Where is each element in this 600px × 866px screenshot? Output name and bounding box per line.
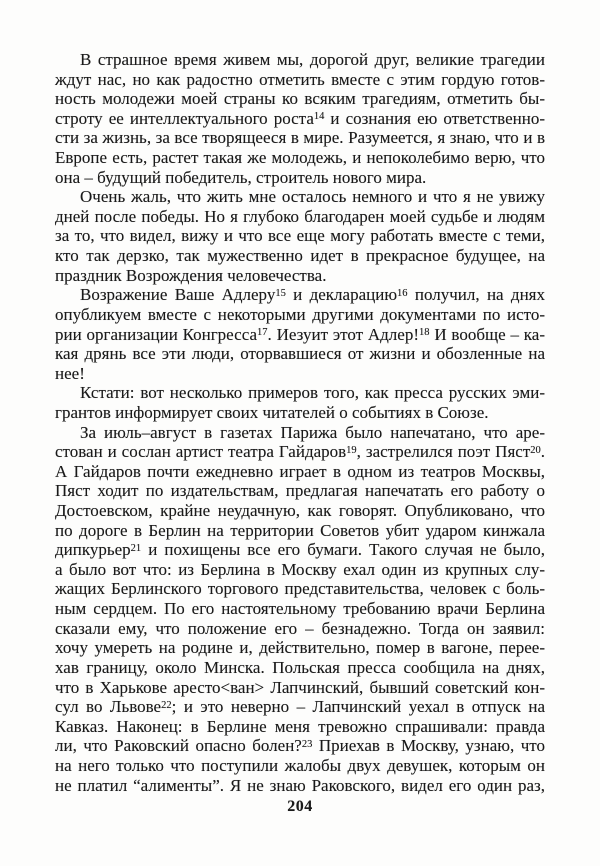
paragraph bbox=[55, 285, 545, 383]
text-line: стован и сослан артист театра Гайдаров$^{19}$, застрелился поэт Пяст$^{20}$. bbox=[55, 442, 545, 462]
text-line: Достоевском, крайне неудачную, как говорят. Опубликовано, что bbox=[55, 501, 545, 521]
footnote-marker: 16 bbox=[397, 287, 408, 299]
text-line: Пяст ходит по издательствам, предлагая напечатать его работу о bbox=[55, 481, 545, 501]
text-line: опубликуем вместе с некоторыми другими документами по исто- bbox=[55, 304, 545, 324]
footnote-marker: 19 bbox=[346, 444, 357, 456]
text-line: на него только что поступили жалобы двух девушек, которым он bbox=[55, 755, 545, 775]
text-line: дипкурьер$^{21}$ и похищены все его бумаги. Такого случая не было, bbox=[55, 540, 545, 560]
text-line: грантов информирует своих читателей о событиях в Союзе. bbox=[55, 402, 489, 422]
text-block bbox=[55, 50, 545, 795]
text-line: нее! bbox=[55, 363, 85, 383]
footnote-marker: 22 bbox=[161, 699, 172, 711]
paragraph bbox=[55, 187, 545, 285]
text-line: Кавказ. Наконец: в Берлине меня тревожно спрашивали: правда bbox=[55, 716, 545, 736]
text-line: Очень жаль, что жить мне осталось немного и что я не увижу bbox=[80, 187, 545, 207]
paragraph bbox=[55, 383, 545, 422]
text-line: За июль–август в газетах Парижа было напечатано, что аре- bbox=[80, 422, 545, 442]
footnote-marker: 17 bbox=[257, 327, 268, 339]
text-line: ждут нас, но как радостно отметить вместе с этим гордую готов- bbox=[55, 69, 545, 89]
text-line: по дороге в Берлин на территории Советов убит ударом кинжала bbox=[55, 520, 545, 540]
text-line: не платил “алименты”. Я не знаю Раковского, видел его один раз, bbox=[55, 775, 545, 795]
text-line: жащих Берлинского торгового представительства, человек с боль- bbox=[55, 579, 545, 599]
page-number: 204 bbox=[287, 798, 313, 815]
footnote-marker: 15 bbox=[275, 287, 286, 299]
text-line: ным сердцем. По его настоятельному требованию врачи Берлина bbox=[55, 599, 545, 619]
text-line: кая дрянь все эти люди, оторвавшиеся от жизни и обозленные на bbox=[55, 344, 545, 364]
text-line: хав границу, около Минска. Польская пресса сообщила на днях, bbox=[55, 657, 545, 677]
text-line: ли, что Раковский опасно болен?$^{23}$ Приехав в Москву, узнаю, что bbox=[55, 736, 545, 756]
text-line: сул во Львове$^{22}$; и это неверно – Лапчинский уехал в отпуск на bbox=[55, 697, 546, 717]
text-line: а было вот что: из Берлина в Москву ехал один из крупных слу- bbox=[55, 559, 545, 579]
footnote-marker: 21 bbox=[130, 542, 142, 554]
text-line: кто так дерзко, так мужественно идет в прекрасное будущее, на bbox=[55, 246, 545, 266]
paragraph bbox=[55, 50, 545, 187]
footnote-marker: 20 bbox=[530, 444, 541, 456]
text-line: сти за жизнь, за все творящееся в мире. Разумеется, я знаю, что и в bbox=[55, 128, 545, 148]
text-line: Возражение Ваше Адлеру$^{15}$ и декларацию$^{16}$ получил, на днях bbox=[80, 285, 545, 305]
text-line: сказали ему, что положение его – безнадежно. Тогда он заявил: bbox=[55, 618, 545, 638]
text-line: ность молодежи моей страны ко всяким трагедиям, отметить бы- bbox=[55, 89, 545, 109]
footnote-marker: 14 bbox=[313, 111, 325, 123]
paragraph bbox=[55, 423, 545, 796]
text-line: рии организации Конгресса$^{17}$. Иезуит этот Адлер!$^{18}$ И вообще – ка- bbox=[55, 324, 545, 344]
text-line: она – будущий победитель, строитель нового мира. bbox=[55, 167, 427, 187]
text-line: Кстати: вот несколько примеров того, как пресса русских эми- bbox=[80, 383, 545, 403]
text-line: Европе есть, растет такая же молодежь, и непоколебимо верю, что bbox=[55, 148, 545, 168]
text-line: строту ее интеллектуального роста$^{14}$ и сознания ею ответственно- bbox=[55, 108, 545, 128]
text-line: хочу умереть на родине и, действительно, помер в вагоне, перее- bbox=[55, 638, 545, 658]
footnote-marker: 18 bbox=[418, 327, 430, 339]
text-line: дней после победы. Но я глубоко благодарен моей судьбе и людям bbox=[55, 206, 545, 226]
text-line: В страшное время живем мы, дорогой друг, великие трагедии bbox=[80, 50, 545, 69]
footnote-marker: 23 bbox=[301, 738, 313, 750]
text-line: праздник Возрождения человечества. bbox=[55, 265, 327, 285]
text-line: за то, что видел, вижу и что все еще могу работать вместе с теми, bbox=[55, 226, 545, 246]
text-line: А Гайдаров почти ежедневно играет в одном из театров Москвы, bbox=[55, 461, 545, 481]
text-line: что в Харькове аресто<ван> Лапчинский, бывший советский кон- bbox=[55, 677, 545, 697]
